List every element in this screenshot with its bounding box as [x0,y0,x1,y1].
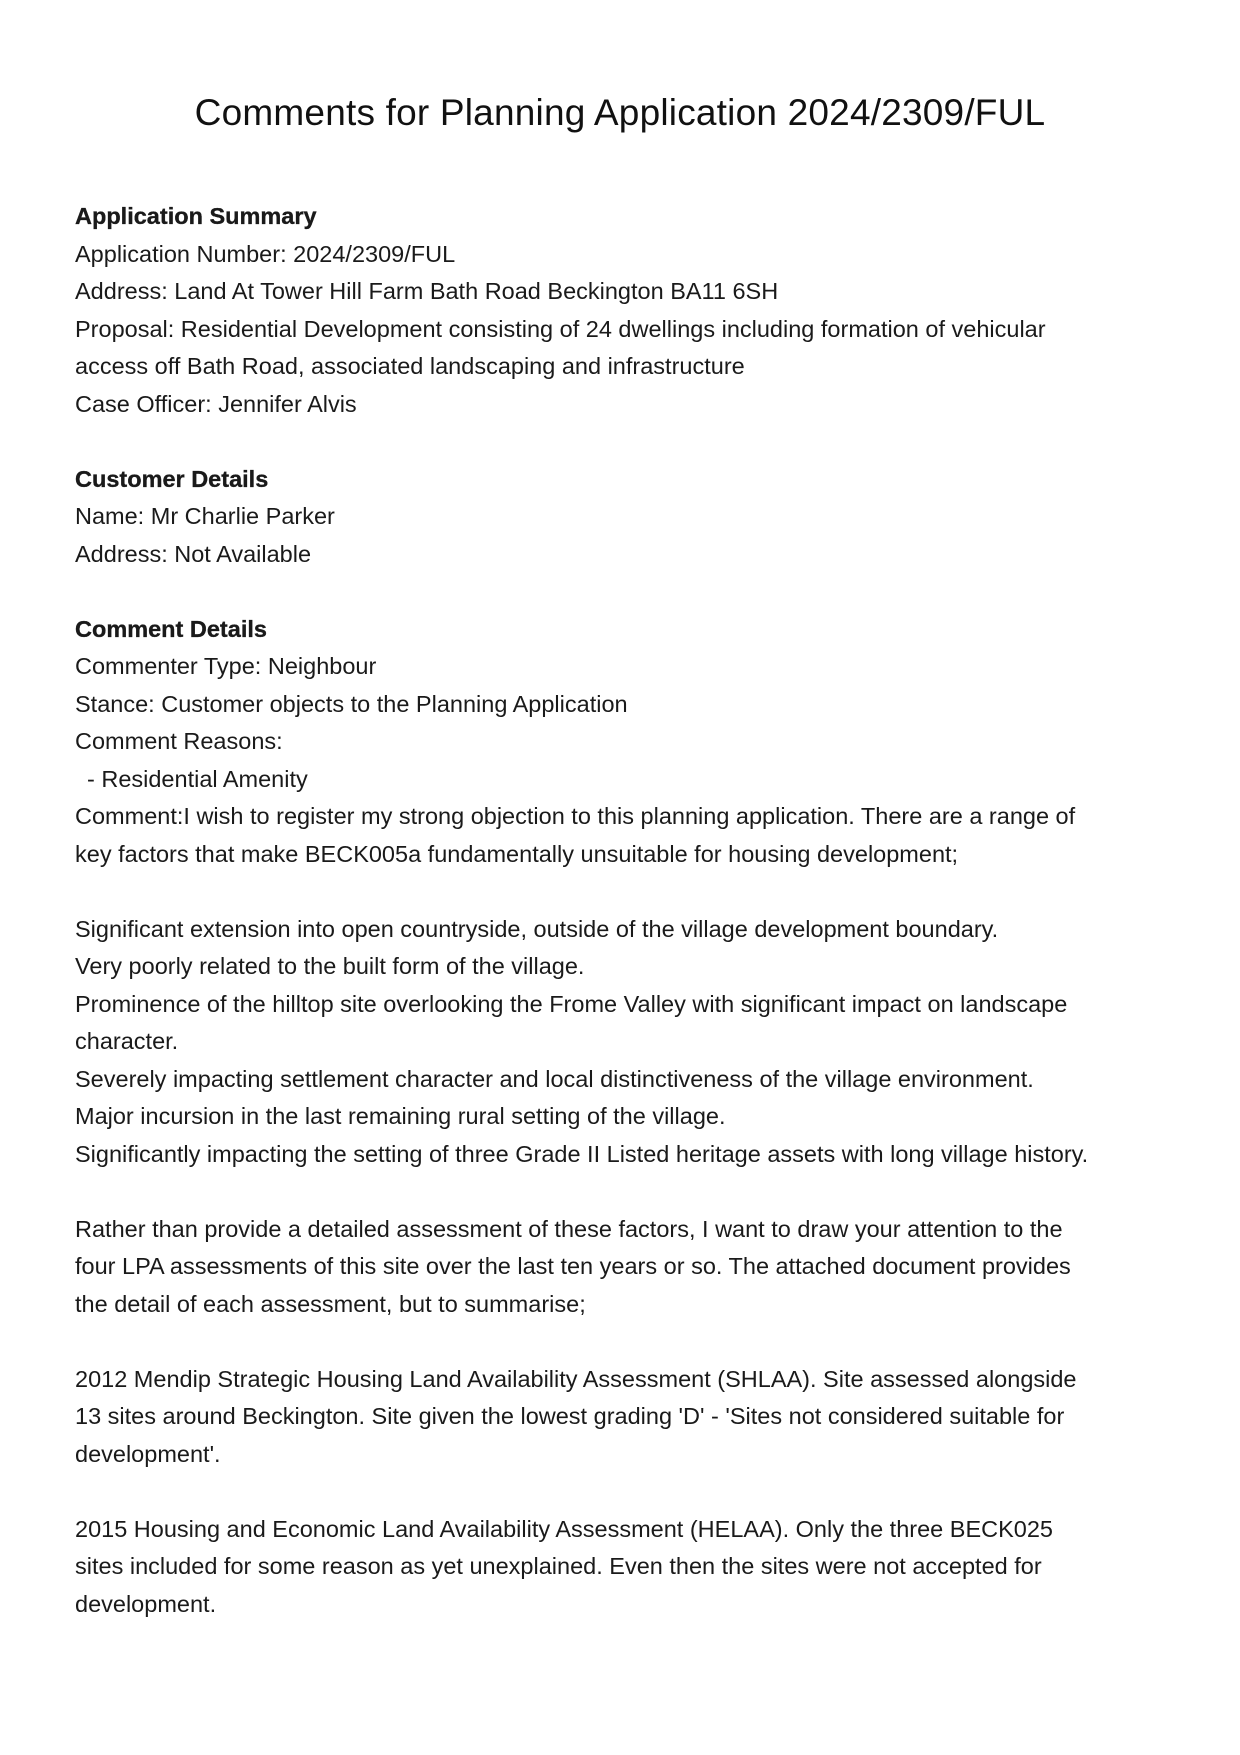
paragraph-line: sites included for some reason as yet unexplained. Even then the sites were not accepted for [75,1553,1042,1579]
paragraph-2012 [75,1361,1175,1474]
comment-text-line: key factors that make BECK005a fundamentally unsuitable for housing development; [75,840,959,867]
factor-line: Significant extension into open countryside, outside of the village development boundary. [75,915,999,942]
case-officer: Case Officer: Jennifer Alvis [75,390,357,417]
factor-line: character. [75,1028,179,1054]
paragraph-line: 13 sites around Beckington. Site given the lowest grading 'D' - 'Sites not considered suitable for [75,1403,1065,1429]
paragraph-line: Rather than provide a detailed assessment of these factors, I want to draw your attention to the [75,1215,1063,1242]
document-body [75,198,1175,1623]
factor-line: Significantly impacting the setting of three Grade II Listed heritage assets with long village history. [75,1140,1089,1167]
application-summary-section [75,198,1175,423]
comment-details-section [75,611,1175,1624]
paragraph-line: the detail of each assessment, but to summarise; [75,1290,586,1317]
customer-address: Address: Not Available [75,540,312,567]
application-address: Address: Land At Tower Hill Farm Bath Road Beckington BA11 6SH [75,278,779,304]
proposal-line: access off Bath Road, associated landscaping and infrastructure [75,353,745,379]
paragraph-assessments [75,1211,1175,1324]
paragraph-2015 [75,1511,1175,1624]
application-number: Application Number: 2024/2309/FUL [75,240,456,267]
comment-text-line: Comment:I wish to register my strong objection to this planning application. There are a range of [75,803,1076,829]
spacer [75,1173,1175,1211]
stance: Stance: Customer objects to the Planning Application [75,690,628,717]
paragraph-line: development'. [75,1440,221,1467]
spacer [75,573,1175,611]
page-title: Comments for Planning Application 2024/2309/FUL [194,92,1046,133]
section-heading: Comment Details [75,615,267,642]
spacer [75,423,1175,461]
proposal-line: Proposal: Residential Development consisting of 24 dwellings including formation of vehicular [75,315,1046,342]
section-heading: Application Summary [75,203,317,229]
customer-name: Name: Mr Charlie Parker [75,503,335,529]
spacer [75,1473,1175,1511]
spacer [75,873,1175,911]
comment-reasons-label: Comment Reasons: [75,728,283,754]
commenter-type: Commenter Type: Neighbour [75,653,377,679]
paragraph-line: four LPA assessments of this site over the last ten years or so. The attached document provides [75,1253,1071,1279]
spacer [75,1323,1175,1361]
factor-line: Major incursion in the last remaining rural setting of the village. [75,1103,726,1129]
factor-line: Prominence of the hilltop site overlooking the Frome Valley with significant impact on landscape [75,990,1068,1017]
objection-factors [75,911,1175,1174]
comment-reason-item: - Residential Amenity [87,765,308,792]
section-heading: Customer Details [75,465,269,492]
factor-line: Severely impacting settlement character and local distinctiveness of the village environment. [75,1065,1034,1092]
paragraph-line: development. [75,1590,217,1617]
paragraph-line: 2012 Mendip Strategic Housing Land Availability Assessment (SHLAA). Site assessed alongside [75,1365,1077,1392]
paragraph-line: 2015 Housing and Economic Land Availability Assessment (HELAA). Only the three BECK025 [75,1515,1053,1542]
factor-line: Very poorly related to the built form of the village. [75,953,585,979]
customer-details-section [75,461,1175,574]
